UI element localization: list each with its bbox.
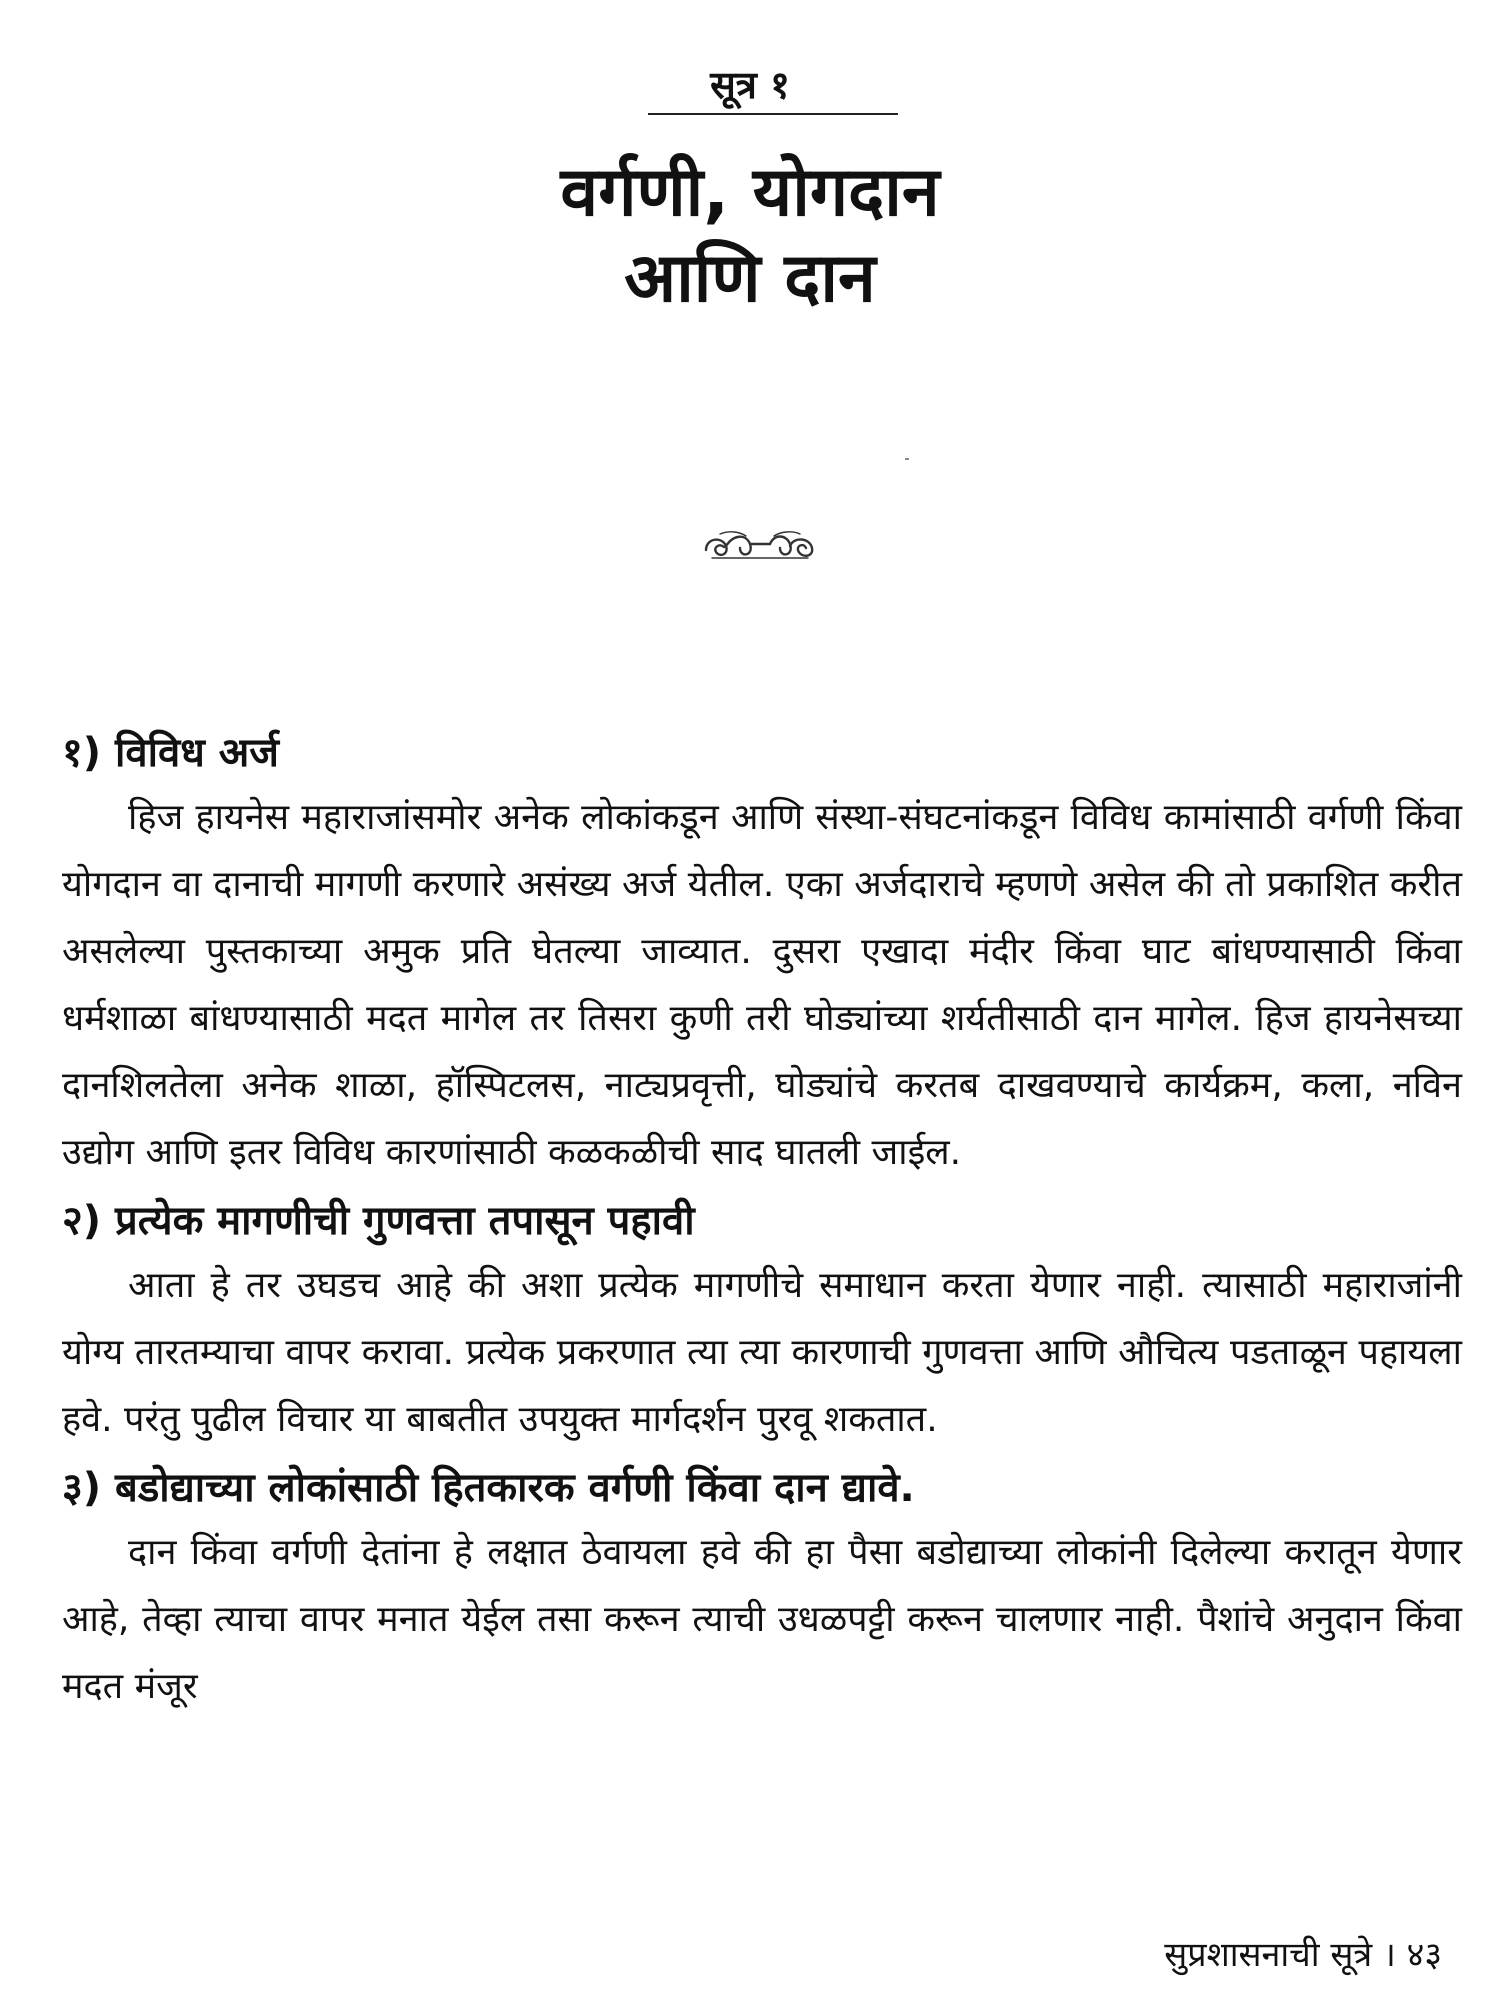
section-heading-2: २) प्रत्येक मागणीची गुणवत्ता तपासून पहावी — [62, 1198, 695, 1244]
page-footer: सुप्रशासनाची सूत्रे । ४३ — [1164, 1935, 1442, 1975]
section-paragraph-1: हिज हायनेस महाराजांसमोर अनेक लोकांकडून आणि संस्था-संघटनांकडून विविध कामांसाठी वर्गणी किंवा योगदान वा दानाची मागणी करणारे असंख्य अर्ज येतील. एका अर्जदाराचे म्हणणे असेल की तो प्रकाशित करीत असलेल्या पुस्तकाच्या अमुक प्रति घेतल्या जाव्यात. दुसरा एखादा मंदीर किंवा घाट बांधण्यासाठी किंवा धर्मशाळा बांधण्यासाठी मदत मागेल तर तिसरा कुणी तरी घोड्यांच्या शर्यतीसाठी दान मागेल. हिज हायनेसच्या दानशिलतेला अनेक शाळा, हॉस्पिटलस, नाट्यप्रवृत्ती, घोड्यांचे करतब दाखवण्याचे कार्यक्रम, कला, नविन उद्योग आणि इतर विविध कारणांसाठी कळकळीची साद घातली जाईल. — [62, 797, 1462, 1173]
sutra-underline-divider — [648, 113, 898, 115]
chapter-title — [0, 150, 1500, 322]
section-paragraph-3: दान किंवा वर्गणी देतांना हे लक्षात ठेवायला हवे की हा पैसा बडोद्याच्या लोकांनी दिलेल्या करातून येणार आहे, तेव्हा त्याचा वापर मनात येईल तसा करून त्याची उधळपट्टी करून चालणार नाही. पैशांचे अनुदान किंवा मदत मंजूर — [62, 1532, 1462, 1707]
decorative-flourish-icon — [700, 528, 820, 564]
chapter-title-line-1: वर्गणी, योगदान — [560, 153, 940, 232]
body-content — [62, 722, 1462, 1724]
section-heading-3: ३) बडोद्याच्या लोकांसाठी हितकारक वर्गणी किंवा दान द्यावे. — [62, 1465, 915, 1511]
chapter-title-line-2: आणि दान — [624, 239, 876, 318]
section-heading-1: १) विविध अर्ज — [62, 730, 279, 776]
sutra-number-label: सूत्र १ — [710, 63, 790, 107]
print-speck — [905, 458, 909, 460]
section-paragraph-2: आता हे तर उघडच आहे की अशा प्रत्येक मागणीचे समाधान करता येणार नाही. त्यासाठी महाराजांनी योग्य तारतम्याचा वापर करावा. प्रत्येक प्रकरणात त्या त्या कारणाची गुणवत्ता आणि औचित्य पडताळून पहायला हवे. परंतु पुढील विचार या बाबतीत उपयुक्त मार्गदर्शन पुरवू शकतात. — [62, 1265, 1462, 1440]
